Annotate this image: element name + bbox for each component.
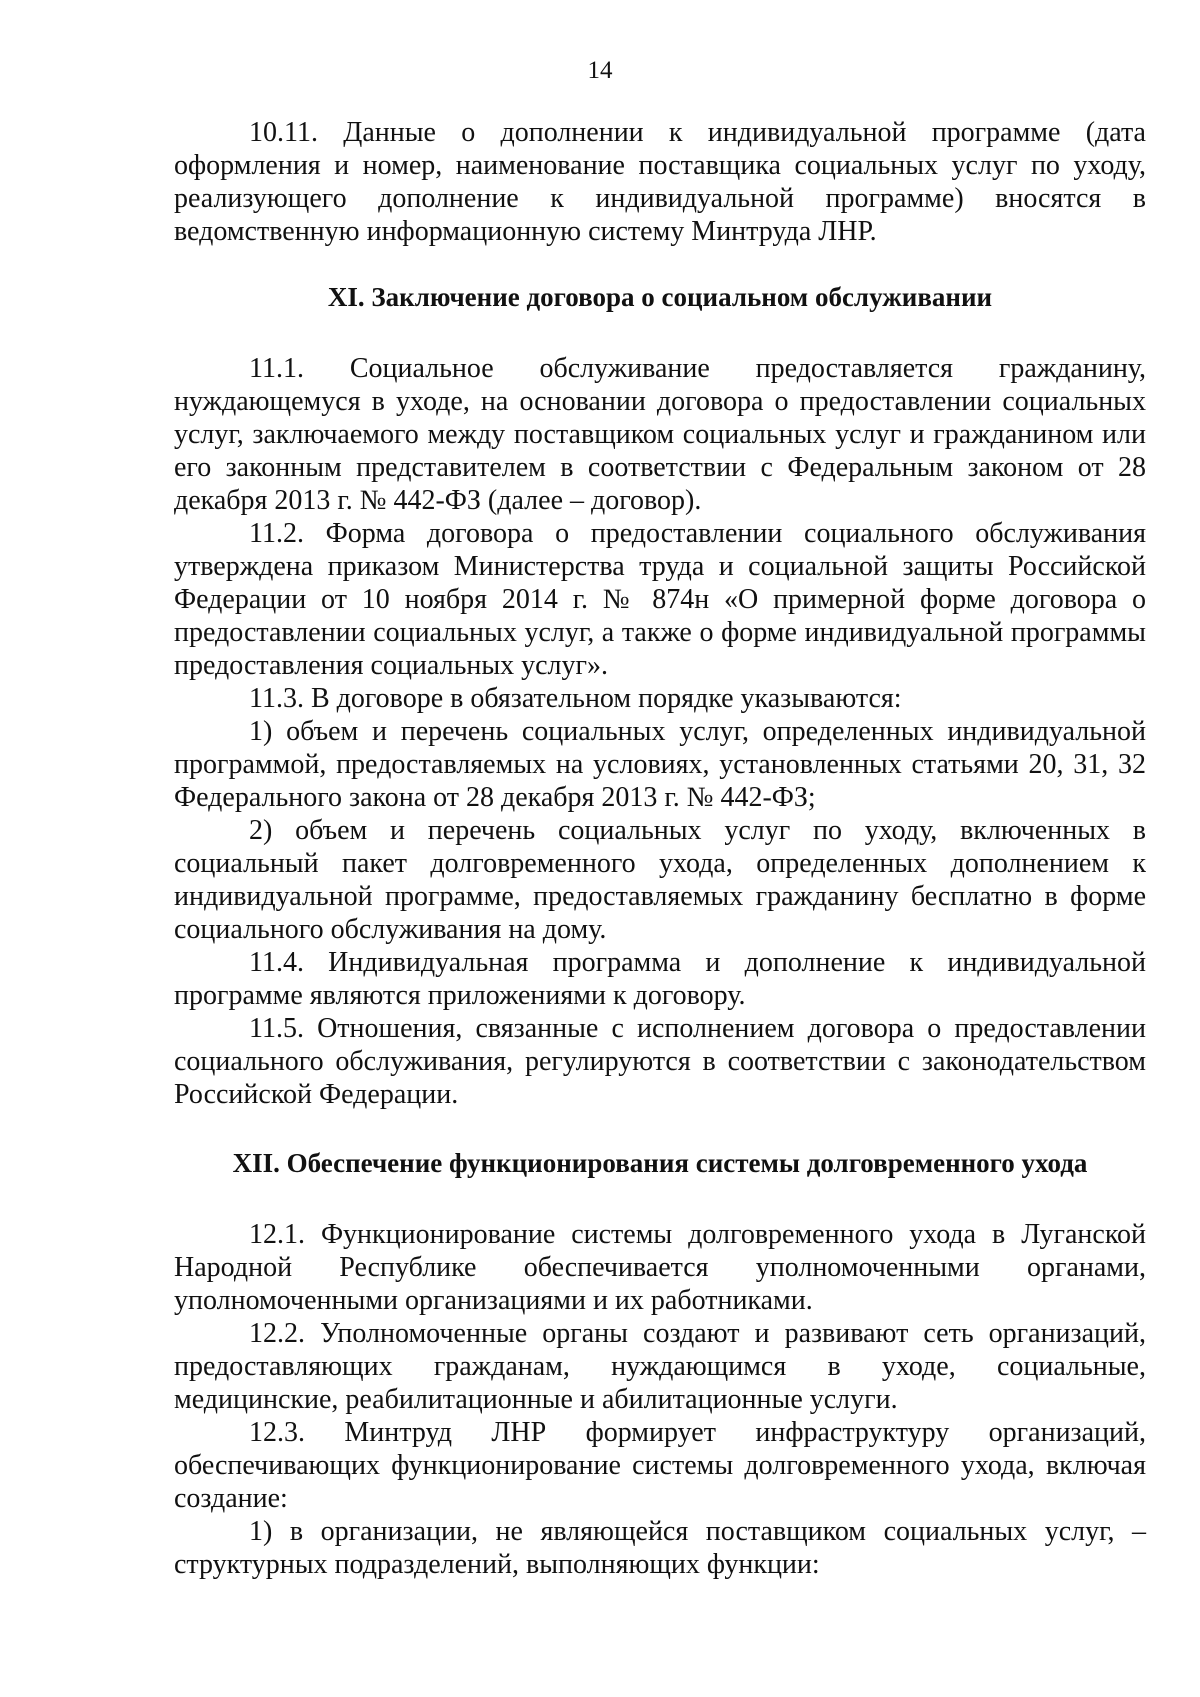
page-number: 14 (587, 57, 613, 84)
paragraph-12-3-item-1: 1) в организации, не являющейся поставщиком социальных услуг, – структурных подразделений, выполняющих функции: (174, 1516, 1146, 1580)
paragraph-11-1: 11.1. Социальное обслуживание предоставляется гражданину, нуждающемуся в уходе, на основании договора о предоставлении социальных услуг, заключаемого между поставщиком социальных услуг и гражданином или его законным представителем в соответствии с Федеральным законом от 28 декабря 2013 г. № 442-ФЗ (далее – договор). (174, 353, 1146, 516)
section-heading-xi: XI. Заключение договора о социальном обслуживании (327, 282, 993, 312)
paragraph-12-3: 12.3. Минтруд ЛНР формирует инфраструктуру организаций, обеспечивающих функционирование системы долговременного ухода, включая создание: (174, 1417, 1146, 1514)
section-heading-xii: XII. Обеспечение функционирования системы долговременного ухода (232, 1148, 1088, 1178)
paragraph-12-2: 12.2. Уполномоченные органы создают и развивают сеть организаций, предоставляющих гражданам, нуждающимся в уходе, социальные, медицинские, реабилитационные и абилитационные услуги. (174, 1318, 1146, 1415)
paragraph-11-3: 11.3. В договоре в обязательном порядке указываются: (249, 683, 902, 714)
paragraph-11-4: 11.4. Индивидуальная программа и дополнение к индивидуальной программе являются приложениями к договору. (174, 947, 1146, 1011)
document-body (174, 116, 1146, 1581)
paragraph-11-5: 11.5. Отношения, связанные с исполнением договора о предоставлении социального обслуживания, регулируются в соответствии с законодательством Российской Федерации. (174, 1013, 1146, 1110)
paragraph-12-1: 12.1. Функционирование системы долговременного ухода в Луганской Народной Республике обеспечивается уполномоченными органами, уполномоченными организациями и их работниками. (174, 1219, 1146, 1316)
paragraph-11-2: 11.2. Форма договора о предоставлении социального обслуживания утверждена приказом Министерства труда и социальной защиты Российской Федерации от 10 ноября 2014 г. № 874н «О примерной форме договора о предоставлении социальных услуг, а также о форме индивидуальной программы предоставления социальных услуг». (174, 518, 1146, 681)
paragraph-11-3-item-2: 2) объем и перечень социальных услуг по уходу, включенных в социальный пакет долговременного ухода, определенных дополнением к индивидуальной программе, предоставляемых гражданину бесплатно в форме социального обслуживания на дому. (174, 815, 1146, 945)
paragraph-10-11: 10.11. Данные о дополнении к индивидуальной программе (дата оформления и номер, наименование поставщика социальных услуг по уходу, реализующего дополнение к индивидуальной программе) вносятся в ведомственную информационную систему Минтруда ЛНР. (174, 117, 1146, 247)
paragraph-11-3-item-1: 1) объем и перечень социальных услуг, определенных индивидуальной программой, предоставляемых на условиях, установленных статьями 20, 31, 32 Федерального закона от 28 декабря 2013 г. № 442-ФЗ; (174, 716, 1146, 813)
